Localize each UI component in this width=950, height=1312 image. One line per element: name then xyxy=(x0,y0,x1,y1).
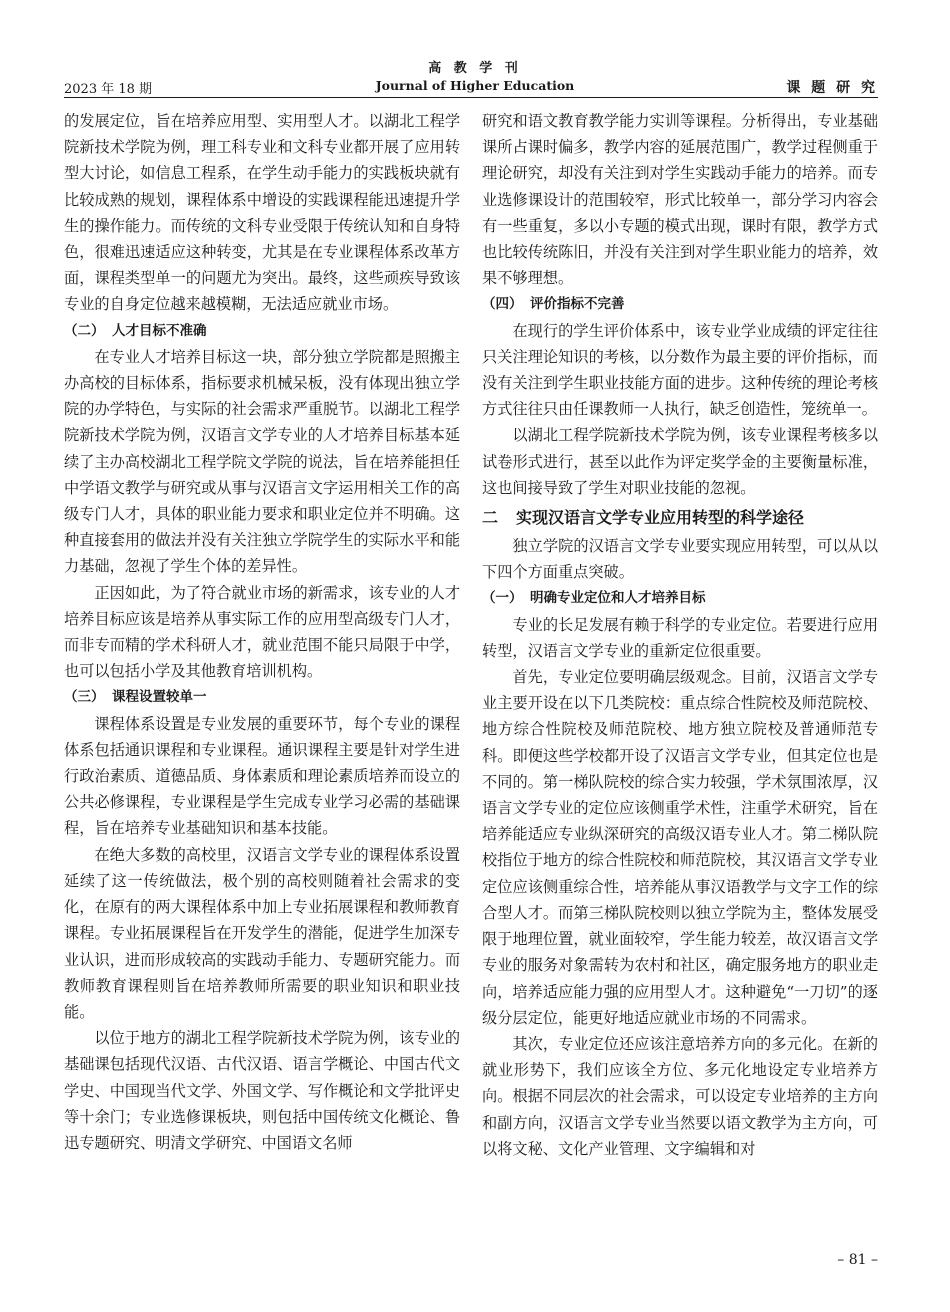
subsection-heading xyxy=(482,291,878,317)
subsection-heading xyxy=(64,318,460,344)
issue-label: 2023 年 18 期 xyxy=(64,82,153,97)
paragraph: 在现行的学生评价体系中，该专业学业成绩的评定往往只关注理论知识的考核，以分数作为最主要的评价指标，而没有关注到学生职业技能方面的进步。这种传统的理论考核方式往往只由任课教师一人执行，缺乏创造性，笼统单一。 xyxy=(482,321,878,419)
paragraph: 正因如此，为了符合就业市场的新需求，该专业的人才培养目标应该是培养从事实际工作的应用型高级专门人才，而非专而精的学术科研人才，就业范围不能只局限于中学，也可以包括小学及其他教育培训机构。 xyxy=(64,583,460,681)
section-title: 实现汉语言文学专业应用转型的科学途径 xyxy=(516,508,805,528)
section-number: 二 xyxy=(482,508,499,528)
paragraph: 专业的长足发展有赖于科学的专业定位。若要进行应用转型，汉语言文学专业的重新定位很重要。 xyxy=(482,615,878,660)
section-heading xyxy=(482,503,878,533)
subsection-title: 明确专业定位和人才培养目标 xyxy=(530,590,706,607)
left-column xyxy=(64,108,460,1156)
subsection-number: （一） xyxy=(482,590,523,607)
page-number: – 81 – xyxy=(837,1252,878,1268)
journal-title-en: Journal of Higher Education xyxy=(375,78,575,93)
paragraph: 其次，专业定位还应该注意培养方向的多元化。在新的就业形势下，我们应该全方位、多元化地设定专业培养方向。根据不同层次的社会需求，可以设定专业培养的主方向和副方向，汉语言文学专业当然要以语文教学为主方向，可以将文秘、文化产业管理、文字编辑和对 xyxy=(482,1034,878,1158)
paragraph: 在专业人才培养目标这一块，部分独立学院都是照搬主办高校的目标体系，指标要求机械呆板，没有体现出独立学院的办学特色，与实际的社会需求严重脱节。以湖北工程学院新技术学院为例，汉语言文学专业的人才培养目标基本延续了主办高校湖北工程学院文学院的说法，旨在培养能担任中学语文教学与研究或从事与汉语言文字运用相关工作的高级专门人才，具体的职业能力要求和职业定位并不明确。这种直接套用的做法并没有关注独立学院学生的实际水平和能力基础，忽视了学生个体的差异性。 xyxy=(64,347,460,576)
paragraph: 首先，专业定位要明确层级观念。目前，汉语言文学专业主要开设在以下几类院校：重点综合性院校及师范院校、地方综合性院校及师范院校、地方独立院校及普通师范专科。即便这些学校都开设了汉语言文学专业，但其定位也是不同的。第一梯队院校的综合实力较强，学术氛围浓厚，汉语言文学专业的定位应该侧重学术性，注重学术研究，旨在培养能适应专业纵深研究的高级汉语专业人才。第二梯队院校指位于地方的综合性院校和师范院校，其汉语言文学专业定位应该侧重综合性，培养能从事汉语教学与文字工作的综合型人才。而第三梯队院校则以独立学院为主，整体发展受限于地理位置，就业面较窄，学生能力较差，故汉语言文学专业的服务对象需转为农村和社区，确定服务地方的职业走向，培养适应能力强的应用型人才。这种避免“一刀切”的逐级分层定位，能更好地适应就业市场的不同需求。 xyxy=(482,668,878,1027)
subsection-number: （三） xyxy=(64,689,105,706)
subsection-title: 课程设置较单一 xyxy=(112,689,207,706)
journal-title-cn: 高 教 学 刊 xyxy=(428,61,522,76)
subsection-number: （四） xyxy=(482,296,523,313)
header-rule xyxy=(64,97,878,98)
right-column xyxy=(482,108,878,1162)
subsection-title: 人才目标不准确 xyxy=(112,322,207,339)
paragraph: 研究和语文教育教学能力实训等课程。分析得出，专业基础课所占课时偏多，教学内容的延展范围广，教学过程侧重于理论研究，却没有关注到对学生实践动手能力的培养。而专业选修课设计的范围较窄，形式比较单一，部分学习内容会有一些重复，多以小专题的模式出现，课时有限，教学方式也比较传统陈旧，并没有关注到对学生职业能力的培养，效果不够理想。 xyxy=(482,112,878,288)
subsection-number: （二） xyxy=(64,322,105,339)
subsection-title: 评价指标不完善 xyxy=(530,296,625,313)
subsection-heading xyxy=(482,585,878,611)
paragraph: 的发展定位，旨在培养应用型、实用型人才。以湖北工程学院新技术学院为例，理工科专业和文科专业都开展了应用转型大讨论，如信息工程系，在学生动手能力的实践板块就有比较成熟的规划，课程体系中增设的实践课程能迅速提升学生的操作能力。而传统的文科专业受限于传统认知和自身特色，很难迅速适应这种转变，尤其是在专业课程体系改革方面，课程类型单一的问题尤为突出。最终，这些顽疾导致该专业的自身定位越来越模糊，无法适应就业市场。 xyxy=(64,112,460,314)
subsection-heading xyxy=(64,684,460,710)
paragraph: 独立学院的汉语言文学专业要实现应用转型，可以从以下四个方面重点突破。 xyxy=(482,537,878,582)
paragraph: 在绝大多数的高校里，汉语言文学专业的课程体系设置延续了这一传统做法，极个别的高校则随着社会需求的变化，在原有的两大课程体系中加上专业拓展课程和教师教育课程。专业拓展课程旨在开发学生的潜能，促进学生加深专业认识，进而形成较高的实践动手能力、专题研究能力。而教师教育课程则旨在培养教师所需要的职业知识和职业技能。 xyxy=(64,845,460,1021)
paragraph: 课程体系设置是专业发展的重要环节，每个专业的课程体系包括通识课程和专业课程。通识课程主要是针对学生进行政治素质、道德品质、身体素质和理论素质培养而设立的公共必修课程，专业课程是学生完成专业学习必需的基础课程，旨在培养专业基础知识和基本技能。 xyxy=(64,714,460,838)
section-label: 课 题 研 究 xyxy=(786,80,878,96)
paragraph: 以位于地方的湖北工程学院新技术学院为例，该专业的基础课包括现代汉语、古代汉语、语言学概论、中国古代文学史、中国现当代文学、外国文学、写作概论和文学批评史等十余门；专业选修课板块，则包括中国传统文化概论、鲁迅专题研究、明清文学研究、中国语文名师 xyxy=(64,1029,460,1152)
paragraph: 以湖北工程学院新技术学院为例，该专业课程考核多以试卷形式进行，甚至以此作为评定奖学金的主要衡量标准，这也间接导致了学生对职业技能的忽视。 xyxy=(482,426,878,497)
